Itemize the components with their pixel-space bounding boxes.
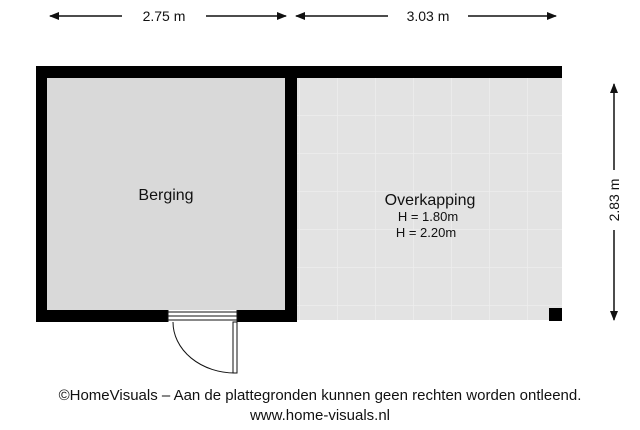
berging-door: [168, 310, 237, 373]
room-label-overkapping: Overkapping: [384, 192, 476, 209]
room-label-berging: Berging: [138, 187, 194, 204]
corner-post: [549, 308, 562, 321]
dimension-right: [606, 84, 622, 320]
wall-top: [36, 66, 562, 78]
wall-berging-bottom-left: [36, 310, 168, 322]
dimension-label: 2.83 m: [606, 178, 622, 222]
dimension-top-left: [50, 8, 286, 24]
copyright-notice: ©HomeVisuals – Aan de plattegronden kunnen geen rechten worden ontleend.: [58, 387, 582, 404]
dimension-label: 3.03 m: [406, 8, 450, 24]
dimension-top-right: [296, 8, 556, 24]
room-height-2: H = 2.20m: [395, 225, 457, 240]
door-swing-arc: [173, 322, 235, 373]
wall-berging-bottom-right: [237, 310, 297, 322]
wall-berging-left: [36, 66, 47, 322]
wall-berging-right: [285, 66, 297, 322]
room-height-1: H = 1.80m: [397, 209, 459, 224]
dimension-label: 2.75 m: [142, 8, 186, 24]
door-leaf: [233, 322, 237, 373]
website-link[interactable]: www.home-visuals.nl: [249, 407, 391, 424]
